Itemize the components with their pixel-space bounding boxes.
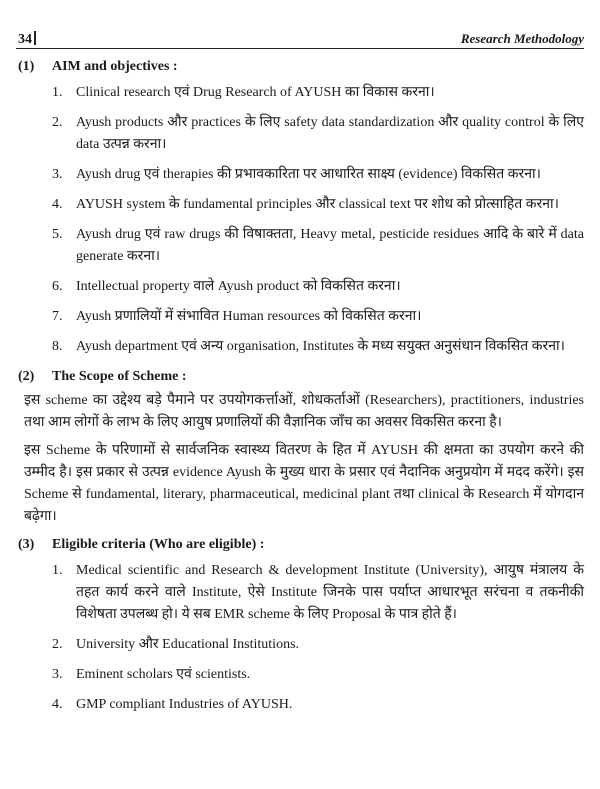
list-item: 2. University और Educational Institutions. [52, 637, 300, 652]
list-item: 8. Ayush department एवं अन्य organisation, Institutes के मध्य सयुक्त अनुसंधान विकसित करना। [52, 339, 565, 354]
list-item: 4. AYUSH system के fundamental principles और classical text पर शोध को प्रोत्साहित करना। [52, 197, 559, 212]
objectives-list [18, 82, 584, 358]
section-aim-objectives [18, 56, 584, 358]
list-item: 7. Ayush प्रणालियों में संभावित Human resources को विकसित करना। [52, 309, 422, 324]
list-item: 4. GMP compliant Industries of AYUSH. [52, 697, 293, 712]
paragraph: इस scheme का उद्देश्य बड़े पैमाने पर उपयोगकर्त्ताओं, शोधकर्ताओं (Researchers), practitioners, industries तथा आम लोगों के लाभ के लिए आयुष प्रणालियों की वैज्ञानिक जाँच का अवसर विकसित करना है। [24, 393, 584, 430]
running-title: Research Methodology [460, 31, 584, 46]
list-item: 1. Medical scientific and Research & development Institute (University), आयुष मंत्रालय के तहत कार्य करने वाले Institute, ऐसे Institute जिनके पास पर्याप्त आधारभूत सरंचना व तकनीकी विशेषता उपलब्ध हो। ये सब EMR scheme के लिए Proposal के पात्र होते हैं। [52, 563, 584, 622]
list-item: 3. Ayush drug एवं therapies की प्रभावकारिता पर आधारित साक्ष्य (evidence) विकसित करना। [52, 167, 541, 182]
paragraph: इस Scheme के परिणामों से सार्वजनिक स्वास्थ्य वितरण के हित में AYUSH की क्षमता का उपयोग करने की उम्मीद है। इस प्रकार से उत्पन्न evidence Ayush के मुख्य धारा के प्रसार एवं नैदानिक अनुप्रयोग में मदद करेंगे। इस Scheme से fundamental, literary, pharmaceutical, medicinal plant तथा clinical के Research में योगदान बढ़ेगा। [24, 443, 584, 524]
section-scope-of-scheme [18, 366, 584, 528]
page-body [18, 56, 584, 724]
section-heading: (1) AIM and objectives : [18, 59, 178, 74]
list-item: 5. Ayush drug एवं raw drugs की विषाक्तता, Heavy metal, pesticide residues आदि के बारे में data generate करना। [52, 227, 584, 264]
list-item: 1. Clinical research एवं Drug Research of AYUSH का विकास करना। [52, 85, 435, 100]
page-number: 34 [18, 31, 36, 48]
eligibility-list [18, 560, 584, 716]
list-item: 2. Ayush products और practices के लिए safety data standardization और quality control के लिए data उत्पन्न करना। [52, 115, 584, 152]
list-item: 6. Intellectual property वाले Ayush product को विकसित करना। [52, 279, 401, 294]
section-eligible-criteria [18, 534, 584, 716]
section-heading: (3) Eligible criteria (Who are eligible) : [18, 537, 265, 552]
list-item: 3. Eminent scholars एवं scientists. [52, 667, 251, 682]
page-header [16, 28, 584, 49]
section-heading: (2) The Scope of Scheme : [18, 369, 187, 384]
